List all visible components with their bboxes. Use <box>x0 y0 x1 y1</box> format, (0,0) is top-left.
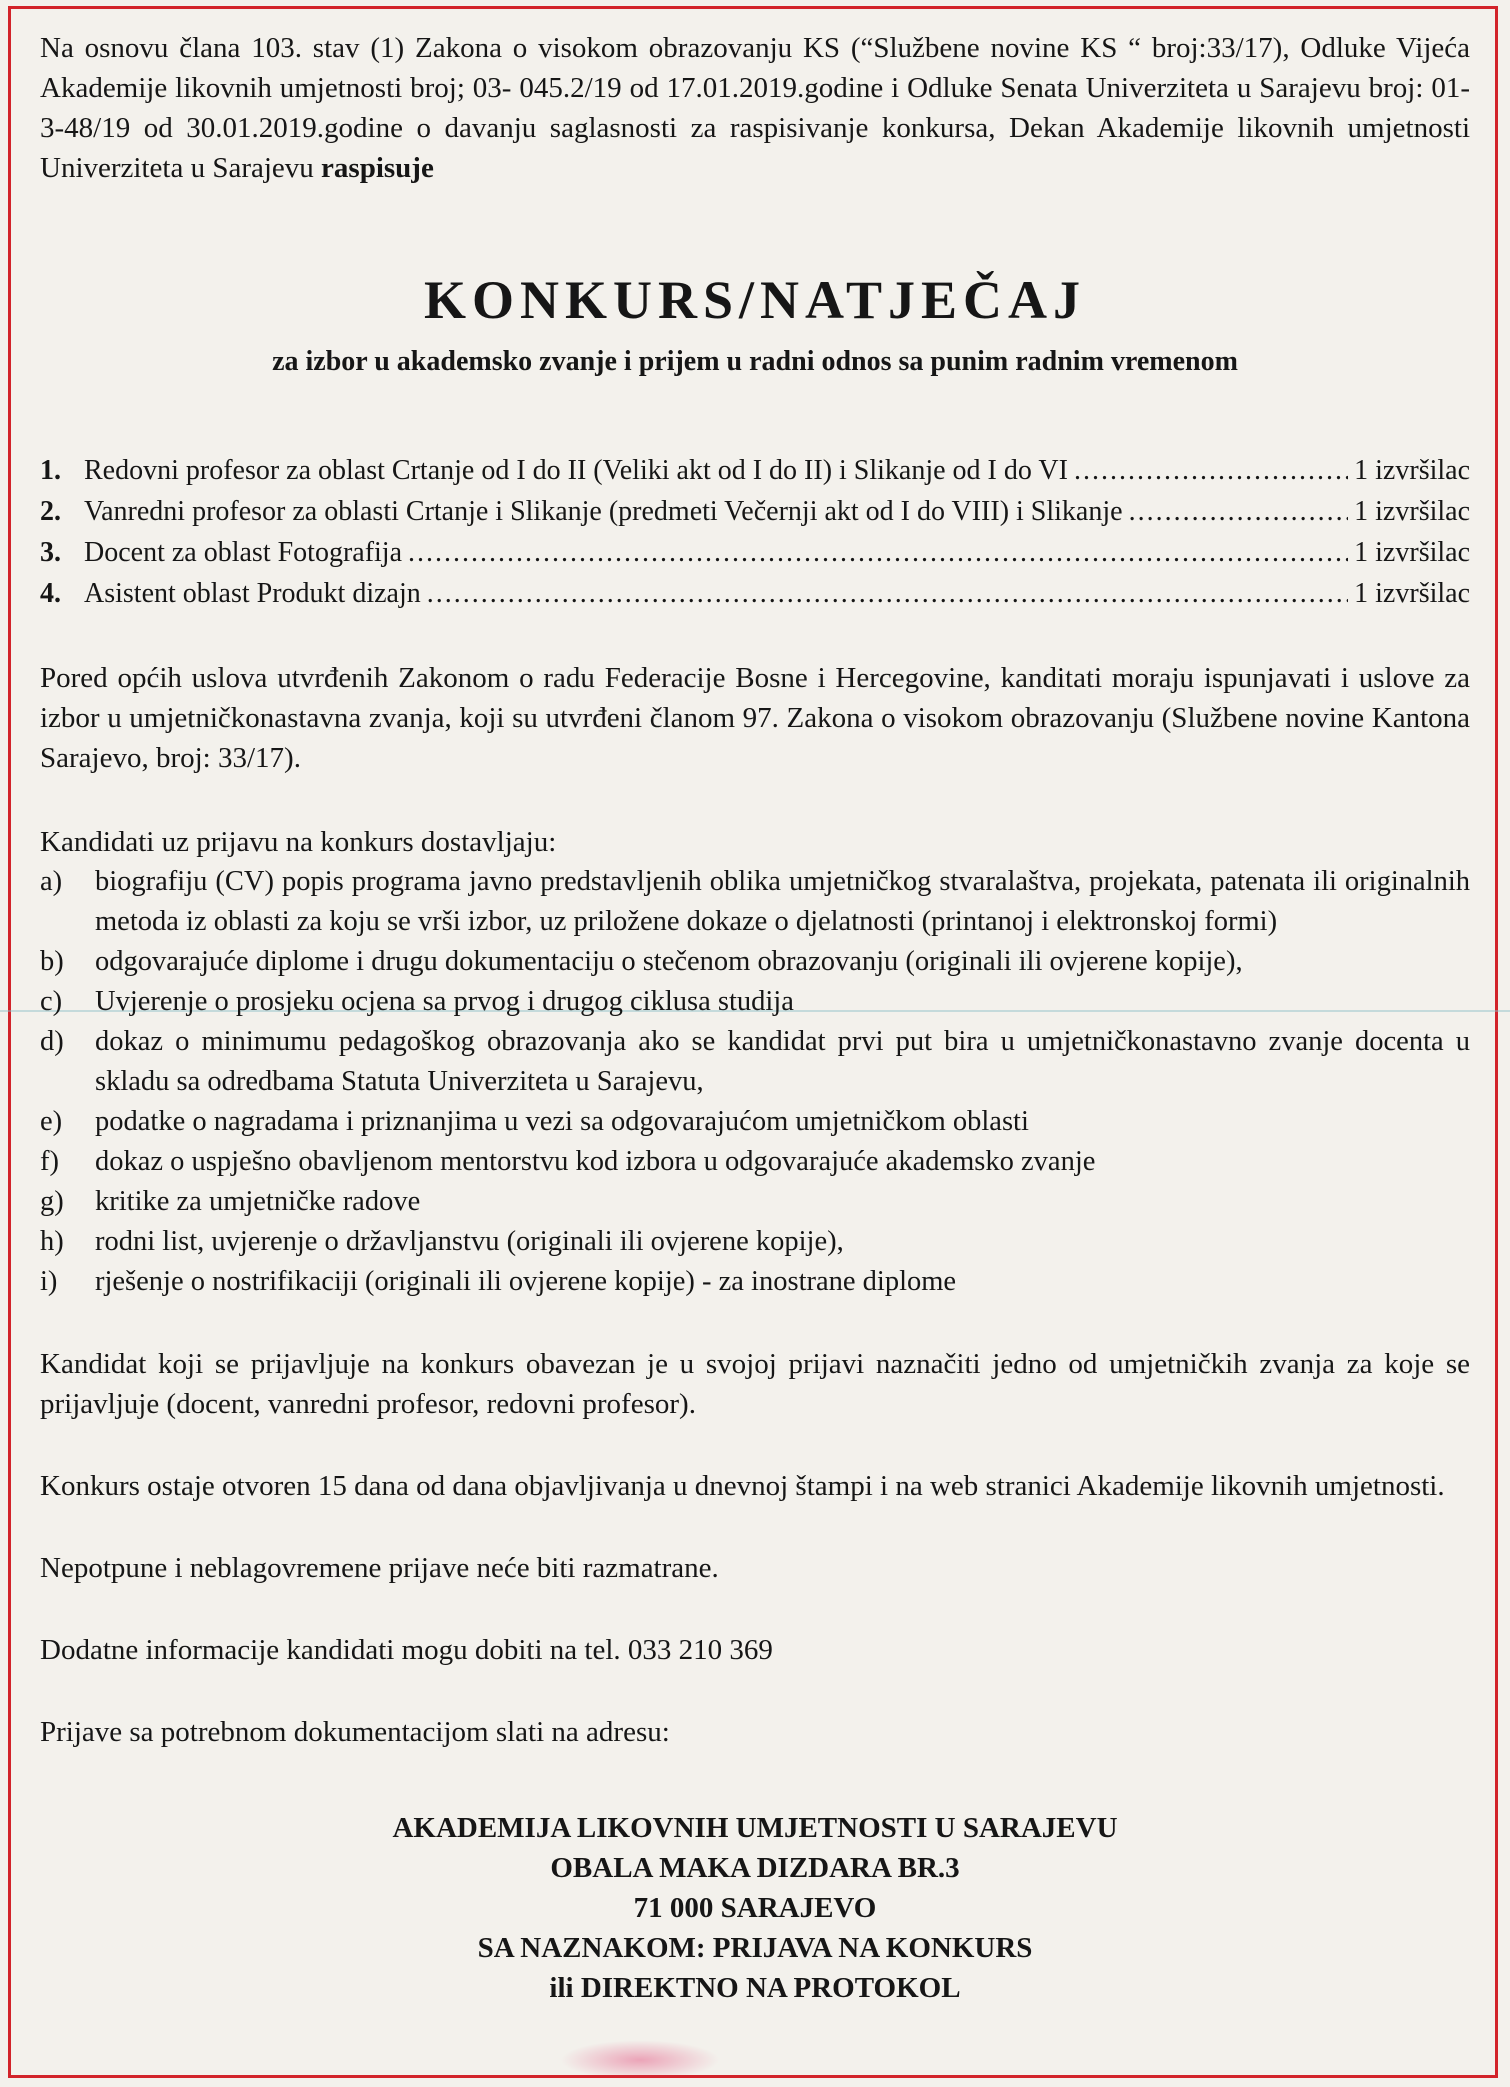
intro-emphasis: raspisuje <box>321 152 434 184</box>
list-item-letter: f) <box>40 1146 59 1177</box>
notice-send: Prijave sa potrebnom dokumentacijom slati na adresu: <box>40 1716 670 1748</box>
notice-open: Konkurs ostaje otvoren 15 dana od dana objavljivanja u dnevnoj štampi i na web stranici Akademije likovnih umjetnosti. <box>40 1470 1445 1502</box>
list-item-text: Uvjerenje o prosjeku ocjena sa prvog i drugog ciklusa studija <box>95 986 794 1017</box>
position-item <box>40 450 1470 491</box>
list-item <box>40 1182 1470 1222</box>
address-line-protocol: ili DIREKTNO NA PROTOKOL <box>549 1972 961 2004</box>
announcement-body <box>40 28 1470 2008</box>
list-item-text: rješenje o nostrifikaciji (originali ili ovjerene kopije) - za inostrane diplome <box>95 1266 957 1297</box>
documents-heading: Kandidati uz prijavu na konkurs dostavljaju: <box>40 826 557 858</box>
position-number: 2. <box>40 496 61 527</box>
list-item <box>40 1022 1470 1102</box>
address-line-city: 71 000 SARAJEVO <box>633 1892 877 1924</box>
list-item-letter: a) <box>40 866 63 897</box>
notice-incomplete: Nepotpune i neblagovremene prijave neće biti razmatrane. <box>40 1552 719 1584</box>
list-item-text: rodni list, uvjerenje o državljanstvu (originali ili ovjerene kopije), <box>95 1226 844 1257</box>
list-item-letter: e) <box>40 1106 63 1137</box>
position-number: 3. <box>40 537 61 568</box>
list-item <box>40 1262 1470 1302</box>
position-count: 1 izvršilac <box>1354 537 1470 568</box>
document-subtitle: za izbor u akademsko zvanje i prijem u radni odnos sa punim radnim vremenom <box>272 346 1238 377</box>
position-item <box>40 491 1470 532</box>
list-item-letter: g) <box>40 1186 64 1217</box>
position-count: 1 izvršilac <box>1354 578 1470 609</box>
address-line-street: OBALA MAKA DIZDARA BR.3 <box>550 1852 960 1884</box>
list-item <box>40 1142 1470 1182</box>
list-item-text: dokaz o minimumu pedagoškog obrazovanja ako se kandidat prvi put bira u umjetničkonastavno zvanje docenta u skladu sa odredbama Statuta Univerziteta u Sarajevu, <box>95 1026 1470 1097</box>
position-count: 1 izvršilac <box>1354 496 1470 527</box>
dot-leader <box>1074 450 1348 491</box>
dot-leader <box>408 532 1348 573</box>
list-item-letter: d) <box>40 1026 64 1057</box>
position-title: Vanredni profesor za oblasti Crtanje i Slikanje (predmeti Večernji akt od I do VIII) i Slikanje <box>84 496 1123 527</box>
position-title: Redovni profesor za oblast Crtanje od I do II (Veliki akt od I do II) i Slikanje od I do VI <box>84 455 1068 486</box>
list-item <box>40 1102 1470 1142</box>
address-line-institution: AKADEMIJA LIKOVNIH UMJETNOSTI U SARAJEVU <box>392 1812 1118 1844</box>
list-item-letter: b) <box>40 946 64 977</box>
positions-list <box>40 450 1470 614</box>
list-item <box>40 1222 1470 1262</box>
address-line-note: SA NAZNAKOM: PRIJAVA NA KONKURS <box>477 1932 1033 1964</box>
list-item <box>40 942 1470 982</box>
dot-leader <box>1129 491 1349 532</box>
list-item-text: odgovarajuće diplome i drugu dokumentaciju o stečenom obrazovanju (originali ili ovjerene kopije), <box>95 946 1243 977</box>
position-item <box>40 573 1470 614</box>
list-item-text: dokaz o uspješno obavljenom mentorstvu kod izbora u odgovarajuće akademsko zvanje <box>95 1146 1096 1177</box>
list-item <box>40 862 1470 942</box>
position-count: 1 izvršilac <box>1354 455 1470 486</box>
document-title: KONKURS/NATJEČAJ <box>423 270 1087 330</box>
position-title: Docent za oblast Fotografija <box>84 537 403 568</box>
position-item <box>40 532 1470 573</box>
list-item-text: kritike za umjetničke radove <box>95 1186 421 1217</box>
position-title: Asistent oblast Produkt dizajn <box>84 578 421 609</box>
list-item-letter: i) <box>40 1266 58 1297</box>
dot-leader <box>427 573 1348 614</box>
list-item-letter: h) <box>40 1226 64 1257</box>
intro-text: Na osnovu člana 103. stav (1) Zakona o visokom obrazovanju KS (“Službene novine KS “ broj:33/17), Odluke Vijeća Akademije likovnih umjetnosti broj; 03- 045.2/19 od 17.01.2019.godine i Odluke Senata Univerziteta u Sarajevu broj: 01-3-48/19 od 30.01.2019.godine o davanju saglasnosti za raspisivanje konkursa, Dekan Akademije likovnih umjetnosti Univerziteta u Sarajevu <box>40 32 1470 184</box>
list-item-text: biografiju (CV) popis programa javno predstavljenih oblika umjetničkog stvaralaštva, projekata, patenata ili originalnih metoda iz oblasti za koju se vrši izbor, uz priložene dokaze o djelatnosti (printanoj i elektronskoj formi) <box>95 866 1470 937</box>
general-conditions: Pored općih uslova utvrđenih Zakonom o radu Federacije Bosne i Hercegovine, kanditati moraju ispunjavati i uslove za izbor u umjetničkonastavna zvanja, koji su utvrđeni članom 97. Zakona o visokom obrazovanju (Službene novine Kantona Sarajevo, broj: 33/17). <box>40 662 1470 774</box>
notice-rank: Kandidat koji se prijavljuje na konkurs obavezan je u svojoj prijavi naznačiti jedno od umjetničkih zvanja za koje se prijavljuje (docent, vanredni profesor, redovni profesor). <box>40 1348 1470 1420</box>
intro-paragraph <box>40 28 1470 188</box>
list-item-letter: c) <box>40 986 63 1017</box>
list-item <box>40 982 1470 1022</box>
stamp-mark <box>560 2040 720 2080</box>
address-block <box>40 1808 1470 2008</box>
documents-list <box>40 862 1470 1302</box>
notice-info: Dodatne informacije kandidati mogu dobiti na tel. 033 210 369 <box>40 1634 773 1666</box>
position-number: 4. <box>40 578 61 609</box>
list-item-text: podatke o nagradama i priznanjima u vezi sa odgovarajućom umjetničkom oblasti <box>95 1106 1029 1137</box>
position-number: 1. <box>40 455 61 486</box>
